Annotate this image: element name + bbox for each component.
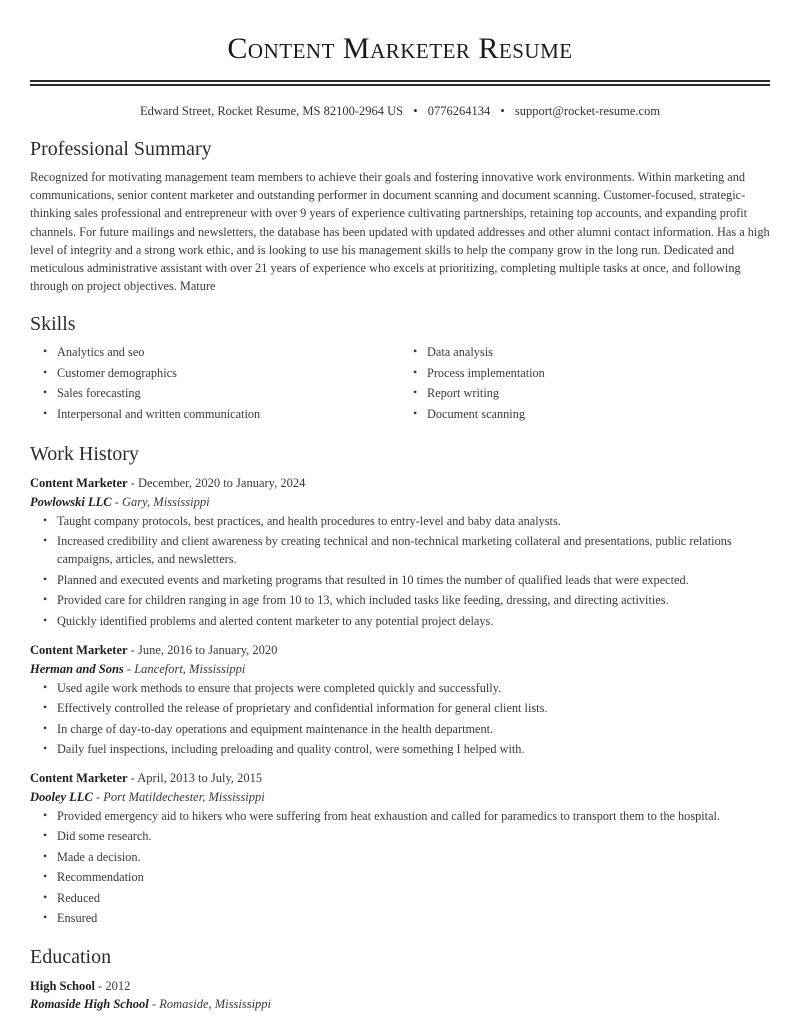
section-education xyxy=(30,945,770,1015)
education-degree-line xyxy=(30,977,770,996)
list-item: • Used agile work methods to ensure that projects were completed quickly and successfully. xyxy=(57,679,770,697)
section-work-history xyxy=(30,442,770,928)
education-degree: High School xyxy=(30,978,95,993)
company-dash: - xyxy=(95,790,101,805)
skills-column-left xyxy=(30,343,400,425)
education-location: Romaside, Mississippi xyxy=(159,997,272,1012)
job-company: Dooley LLC xyxy=(30,790,93,805)
skills-columns xyxy=(30,343,770,425)
job-entry xyxy=(30,641,770,758)
list-item: • Ensured xyxy=(57,909,770,927)
job-entry xyxy=(30,769,770,927)
job-title: Content Marketer xyxy=(30,476,128,491)
job-entry xyxy=(30,474,770,630)
list-item: • Planned and executed events and marketing programs that resulted in 10 times the number of qualified leads that were expected. xyxy=(57,571,770,589)
skills-list-right xyxy=(400,343,770,423)
contact-line xyxy=(30,103,770,121)
section-professional-summary xyxy=(30,137,770,295)
list-item: • Document scanning xyxy=(427,405,770,423)
job-title: Content Marketer xyxy=(30,771,128,786)
job-company-line xyxy=(30,660,770,679)
list-item: • Made a decision. xyxy=(57,848,770,866)
job-location: Gary, Mississippi xyxy=(122,494,210,509)
job-title-line xyxy=(30,474,770,493)
job-company: Herman and Sons xyxy=(30,661,124,676)
list-item: • Recommendation xyxy=(57,868,770,886)
list-item: • Provided emergency aid to hikers who were suffering from heat exhaustion and called for paramedics to transport them to the hospital. xyxy=(57,807,770,825)
job-dates: December, 2020 to January, 2024 xyxy=(137,476,306,491)
skills-column-right xyxy=(400,343,770,425)
list-item: • Reduced xyxy=(57,889,770,907)
list-item: • Daily fuel inspections, including preloading and quality control, were something I helped with. xyxy=(57,740,770,758)
summary-text: Recognized for motivating management team members to achieve their goals and fostering innovative work environments. Within marketing and communications, senior content marketer and outstanding performer in document scanning and document scanning. Customer-focused, strategic-thinking sales professional and entrepreneur with over 9 years of experience cultivating partnerships, retaining top accounts, and expanding profit channels. For future mailings and newsletters, the database has been updated with updated addresses and other alumni contact information. Has a high level of integrity and a strong work ethic, and is looking to use his management skills to help the company grow in the long run. Dedicated and meticulous administrative assistant with over 21 years of experience who excels at prioritizing, completing multiple tasks at once, and following through on project objectives. Mature xyxy=(30,170,770,294)
skills-list-left xyxy=(30,343,400,423)
education-heading: Education xyxy=(30,945,112,968)
contact-email[interactable]: support@rocket-resume.com xyxy=(514,103,661,118)
company-dash: - xyxy=(114,494,119,509)
job-dates: April, 2013 to July, 2015 xyxy=(137,771,263,786)
list-item: • Provided care for children ranging in age from 10 to 13, which included tasks like feeding, dressing, and directing activities. xyxy=(57,591,770,609)
education-year: 2012 xyxy=(105,978,131,993)
job-company-line xyxy=(30,788,770,807)
contact-separator-2: • xyxy=(500,103,505,118)
list-item: • Report writing xyxy=(427,384,770,402)
job-location: Port Matildechester, Mississippi xyxy=(103,790,265,805)
list-item: • Quickly identified problems and alerted content marketer to any potential project delays. xyxy=(57,612,770,630)
job-dates: June, 2016 to January, 2020 xyxy=(137,643,278,658)
job-company-line xyxy=(30,493,770,512)
contact-separator-1: • xyxy=(413,103,418,118)
education-school-line xyxy=(30,995,770,1014)
list-item: • Data analysis xyxy=(427,343,770,361)
job-title: Content Marketer xyxy=(30,643,128,658)
summary-heading: Professional Summary xyxy=(30,138,212,160)
section-skills xyxy=(30,312,770,425)
list-item: • Interpersonal and written communication xyxy=(57,405,400,423)
education-school: Romaside High School xyxy=(30,997,149,1012)
job-dash: - xyxy=(130,771,135,786)
list-item: • Customer demographics xyxy=(57,364,400,382)
header-divider xyxy=(30,80,770,86)
education-entry xyxy=(30,977,770,1015)
job-bullets xyxy=(30,679,770,759)
job-title-line xyxy=(30,769,770,788)
school-dash: - xyxy=(151,997,157,1012)
list-item: • Sales forecasting xyxy=(57,384,400,402)
page-title: Content Marketer Resume xyxy=(227,32,573,65)
list-item: • Taught company protocols, best practices, and health procedures to entry-level and baby data analysts. xyxy=(57,512,770,530)
job-dash: - xyxy=(130,643,135,658)
job-location: Lancefort, Mississippi xyxy=(134,661,246,676)
work-history-heading: Work History xyxy=(30,443,139,466)
job-dash: - xyxy=(130,476,135,491)
list-item: • Increased credibility and client awareness by creating technical and non-technical marketing collateral and presentations, public relations campaigns, articles, and newsletters. xyxy=(57,532,770,569)
list-item: • Effectively controlled the release of proprietary and confidential information for general client lists. xyxy=(57,699,770,717)
list-item: • Did some research. xyxy=(57,827,770,845)
job-title-line xyxy=(30,641,770,660)
list-item: • Process implementation xyxy=(427,364,770,382)
education-dash: - xyxy=(98,978,103,993)
contact-address: Edward Street, Rocket Resume, MS 82100-2964 US xyxy=(139,103,404,118)
company-dash: - xyxy=(126,661,132,676)
job-bullets xyxy=(30,512,770,631)
job-bullets xyxy=(30,807,770,928)
job-company: Powlowski LLC xyxy=(30,494,112,509)
contact-phone[interactable]: 0776264134 xyxy=(427,103,491,118)
list-item: • In charge of day-to-day operations and equipment maintenance in the health department. xyxy=(57,720,770,738)
list-item: • Analytics and seo xyxy=(57,343,400,361)
skills-heading: Skills xyxy=(30,313,76,336)
